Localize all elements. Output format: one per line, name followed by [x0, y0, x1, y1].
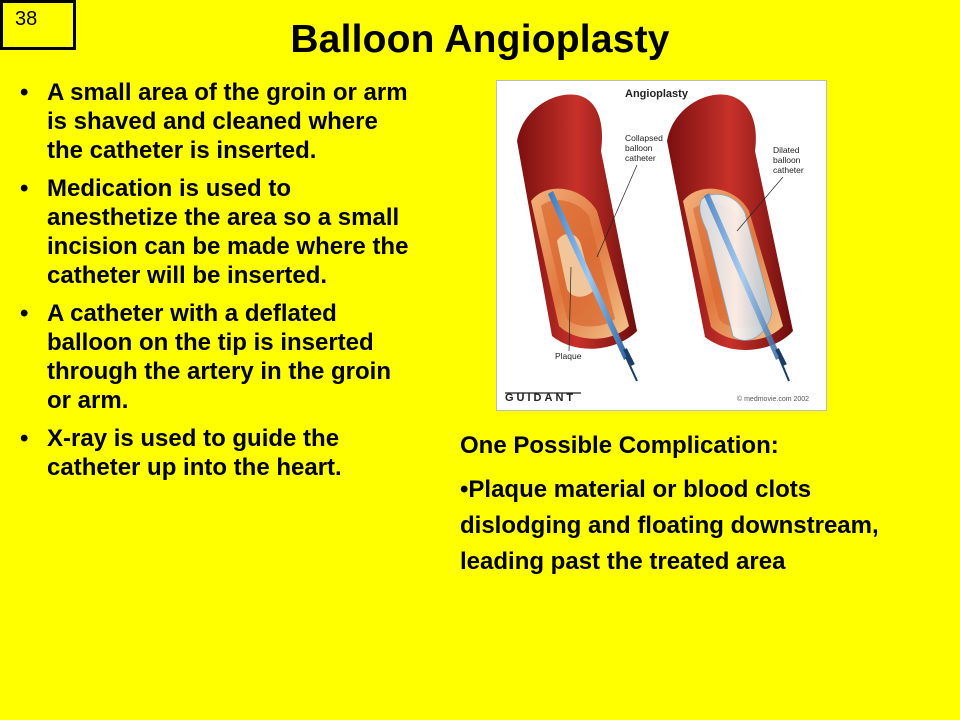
complication-text: •Plaque material or blood clots dislodging and floating downstream, leading past the treated area [460, 476, 879, 575]
figure-title: Angioplasty [625, 88, 688, 100]
label-collapsed-balloon-catheter: catheter [625, 153, 656, 163]
label-collapsed-balloon-catheter: balloon [625, 143, 653, 153]
guidant-logo: GUIDANT [505, 392, 577, 404]
bullet-marker: • [20, 300, 29, 327]
slide-number: 38 [0, 0, 76, 50]
bullet-list [18, 78, 418, 491]
bullet-text: Medication is used to anesthetize the area so a small incision can be made where the catheter will be inserted. [47, 175, 409, 289]
bullet-text: A catheter with a deflated balloon on the tip is inserted through the artery in the groin or arm. [47, 300, 392, 414]
complication-section [460, 430, 920, 580]
bullet-marker: • [20, 425, 29, 452]
angioplasty-illustration [496, 80, 827, 411]
bullet-item [18, 78, 418, 165]
slide-title: Balloon Angioplasty [290, 18, 670, 61]
vessel-collapsed-balloon [517, 94, 637, 348]
complication-heading: One Possible Complication: [460, 432, 779, 459]
bullet-item [18, 299, 418, 415]
bullet-marker: • [20, 79, 29, 106]
label-dilated-balloon-catheter: Dilated [773, 145, 800, 155]
bullet-item [18, 174, 418, 290]
bullet-marker: • [20, 175, 29, 202]
label-dilated-balloon-catheter: catheter [773, 165, 804, 175]
label-plaque: Plaque [555, 351, 582, 361]
label-dilated-balloon-catheter: balloon [773, 155, 801, 165]
bullet-item [18, 424, 418, 482]
bullet-text: X-ray is used to guide the catheter up into the heart. [47, 425, 342, 481]
bullet-text: A small area of the groin or arm is shaved and cleaned where the catheter is inserted. [47, 79, 408, 164]
image-credit: © medmovie.com 2002 [737, 396, 810, 403]
label-collapsed-balloon-catheter: Collapsed [625, 133, 663, 143]
